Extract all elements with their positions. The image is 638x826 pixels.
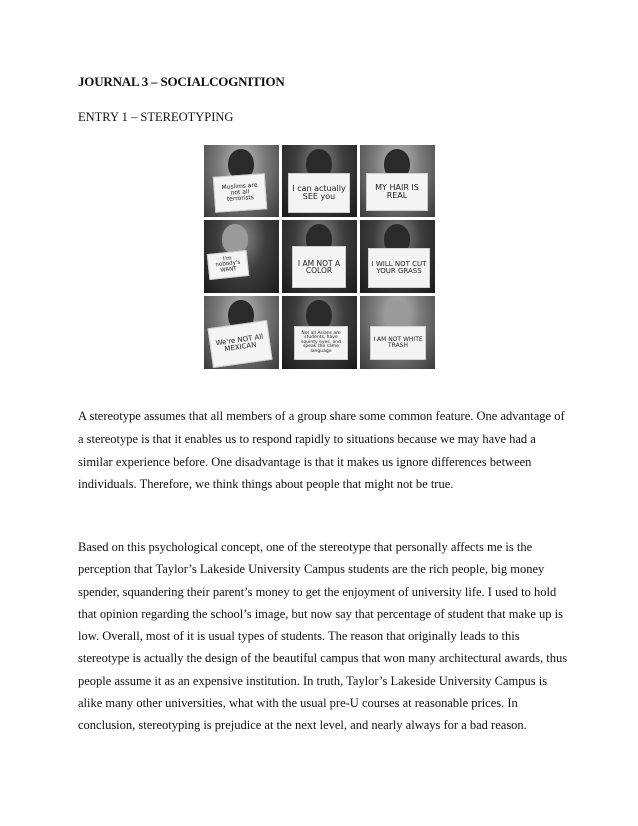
entry-heading: ENTRY 1 – STEREOTYPING xyxy=(78,110,234,124)
photo-7 xyxy=(204,296,279,369)
paragraph-personal-stereotype: Based on this psychological concept, one of the stereotype that personally affects me is the perception that Taylor’s Lakeside University Campus students are the rich people, big money spender, squandering their parent’s money to get the enjoyment of university life. I used to hold that opinion regarding the school’s image, but now say that percentage of student that make up is low. Overall, most of it is usual types of students. The reason that originally leads to this stereotype is actually the design of the beautiful campus that won many architectural awards, thus people assume it as an expensive institution. In truth, Taylor’s Lakeside University Campus is alike many other universities, what with the usual pre-U courses at reasonable prices. In conclusion, stereotyping is prejudice at the next level, and nearly always for a bad reason. xyxy=(78,540,568,733)
stereotype-photo-collage xyxy=(204,145,435,374)
photo-5 xyxy=(282,220,357,293)
journal-title: JOURNAL 3 – SOCIALCOGNITION xyxy=(78,74,285,89)
sign-text: We're NOT All MEXICAN xyxy=(208,320,273,368)
paragraph-stereotype-definition: A stereotype assumes that all members of a group share some common feature. One advantage of a stereotype is that it enables us to respond rapidly to situations because we may have had a similar experience before. One disadvantage is that it makes us ignore differences between individuals. Therefore, we think things about people that might not be true. xyxy=(78,409,565,492)
photo-9 xyxy=(360,296,435,369)
sign-text: I AM NOT WHITE TRASH xyxy=(370,326,426,360)
photo-8 xyxy=(282,296,357,369)
photo-1 xyxy=(204,145,279,217)
sign-text: I WILL NOT CUT YOUR GRASS xyxy=(368,248,430,288)
photo-2 xyxy=(282,145,357,217)
sign-text: I AM NOT A COLOR xyxy=(292,246,346,288)
sign-text: Not all Asians are students, have squinty eyes, and speak the same language xyxy=(294,326,348,360)
photo-3 xyxy=(360,145,435,217)
sign-text: Muslims are not all terrorists xyxy=(213,173,267,213)
sign-text: I'm nobody's WANT xyxy=(207,250,249,280)
photo-4 xyxy=(204,220,279,293)
sign-text: I can actually SEE you xyxy=(288,173,350,213)
photo-6 xyxy=(360,220,435,293)
sign-text: MY HAIR IS REAL xyxy=(366,173,428,211)
